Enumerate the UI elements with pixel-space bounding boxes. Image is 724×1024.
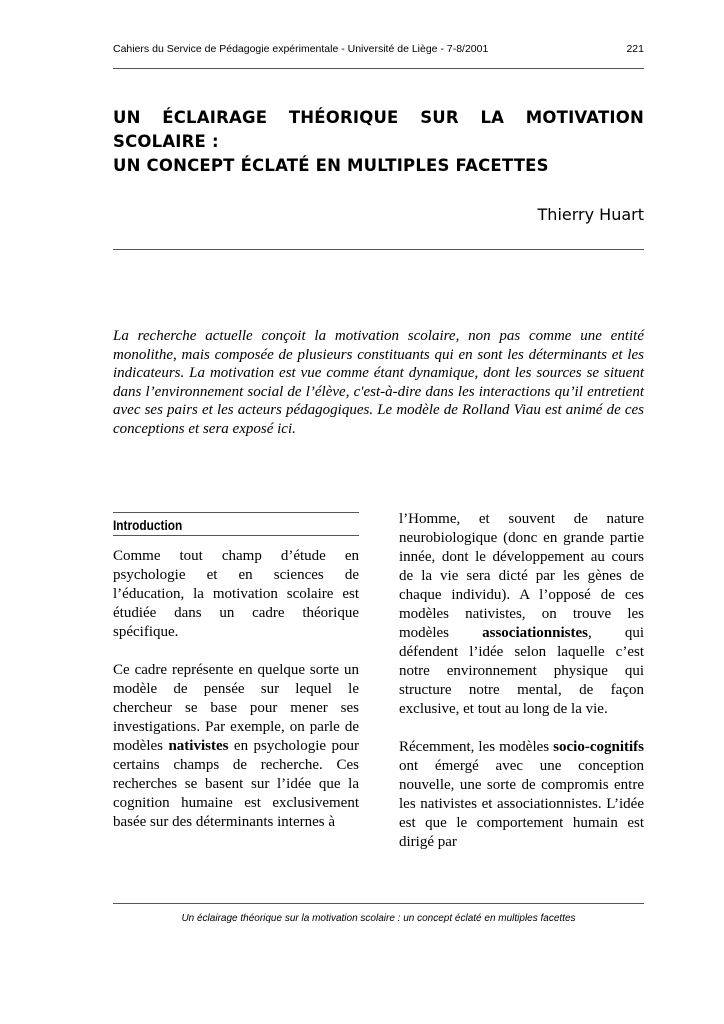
- running-title: Cahiers du Service de Pédagogie expérimentale - Université de Liège - 7-8/2001: [113, 43, 489, 55]
- title-line-1: UN ÉCLAIRAGE THÉORIQUE SUR LA MOTIVATION: [113, 108, 644, 127]
- abstract: La recherche actuelle conçoit la motivation scolaire, non pas comme une entité monolithe, mais composée de plusieurs constituants qui en sont les déterminants et les indicateurs. La motivation est vue comme étant dynamique, dont les sources se situent dans l’environnement social de l’élève, c'est-à-dire dans les interactions qu’il entretient avec ses pairs et les acteurs pédagogiques. Le modèle de Rolland Viau est animé de ces conceptions et sera exposé ici.: [113, 328, 644, 437]
- title-line-3: UN CONCEPT ÉCLATÉ EN MULTIPLES FACETTES: [113, 156, 549, 175]
- page-footer: Un éclairage théorique sur la motivation scolaire : un concept éclaté en multiples facettes: [181, 913, 576, 924]
- article-title: [113, 106, 644, 178]
- section-heading: Introduction: [113, 518, 183, 533]
- page-number: 221: [626, 43, 644, 55]
- term-socio-cognitifs: socio-cognitifs: [553, 739, 644, 755]
- term-associationnistes: associationnistes: [482, 625, 588, 641]
- paragraph-3: Récemment, les modèles socio-cognitifs ont émergé avec une conception nouvelle, une sorte de compromis entre les nativistes et associationnistes. L’idée est que le comportement humain est dirigé par: [399, 739, 644, 850]
- author-name: Thierry Huart: [537, 205, 644, 224]
- title-rule: [113, 249, 644, 250]
- left-column: [113, 512, 359, 832]
- title-line-2: SCOLAIRE :: [113, 132, 219, 151]
- paragraph-1: Comme tout champ d’étude en psychologie et en sciences de l’éducation, la motivation scolaire est étudiée dans un cadre théorique spécifique.: [113, 548, 359, 640]
- term-nativistes: nativistes: [168, 738, 229, 754]
- footer-rule: [113, 903, 644, 904]
- paragraph-2-part-1: Ce cadre représente en quelque sorte un modèle de pensée sur lequel le chercheur se base pour mener ses investigations. Par exemple, on parle de modèles nativistes en psychologie pour certains champs de recherche. Ces recherches se basent sur l’idée que la cognition humaine est exclusivement basée sur des déterminants internes à: [113, 662, 359, 830]
- right-column: [399, 510, 644, 852]
- paragraph-2-part-2: l’Homme, et souvent de nature neurobiologique (donc en grande partie innée, dont le développement au cours de la vie sera dicté par les gènes de chaque individu). A l’opposé de ces modèles nativistes, on trouve les modèles associationnistes, qui défendent l’idée selon laquelle c’est notre environnement physique qui structure notre mental, de façon exclusive, et tout au long de la vie.: [399, 511, 644, 717]
- header-rule: [113, 68, 644, 69]
